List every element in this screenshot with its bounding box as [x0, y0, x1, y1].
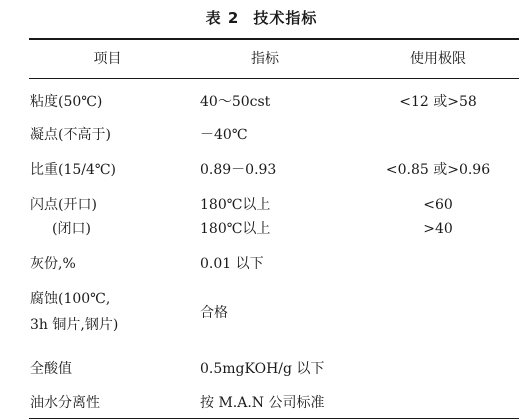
- row-density-value: 0.89－0.93: [200, 162, 277, 178]
- row-flash-closed-item: (闭口): [52, 221, 91, 237]
- row-separation-item: 油水分离性: [30, 395, 100, 411]
- row-ash-item: 灰份,%: [30, 256, 76, 272]
- header-item: 项目: [93, 51, 122, 67]
- row-flash-closed-limit: >40: [423, 221, 453, 237]
- row-corrosion-value: 合格: [200, 305, 228, 321]
- row-ash-value: 0.01 以下: [200, 256, 264, 272]
- row-flash-closed-value: 180℃以上: [200, 221, 271, 237]
- row-viscosity-item: 粘度(50℃): [30, 94, 103, 110]
- row-flash-open-limit: <60: [423, 197, 453, 213]
- row-corrosion-item: 腐蚀(100℃,: [30, 291, 111, 307]
- header-rule: [29, 78, 519, 79]
- table-number: 表 2: [205, 9, 240, 27]
- row-flash-open-value: 180℃以上: [200, 197, 271, 213]
- row-density-item: 比重(15/4℃): [30, 162, 117, 178]
- row-viscosity-limit: <12 或>58: [399, 94, 477, 110]
- row-corrosion-item-line2: 3h 铜片,钢片): [30, 317, 119, 333]
- row-flash-open-item: 闪点(开口): [30, 197, 97, 213]
- row-viscosity-value: 40～50cst: [200, 94, 271, 110]
- bottom-rule: [29, 418, 519, 419]
- table-title: [0, 7, 523, 28]
- row-acid-value-item: 全酸值: [30, 361, 72, 377]
- row-pour-point-item: 凝点(不高于): [30, 127, 111, 143]
- top-rule: [29, 38, 519, 40]
- row-acid-value-value: 0.5mgKOH/g 以下: [200, 361, 325, 377]
- row-separation-value: 按 M.A.N 公司标准: [200, 395, 325, 411]
- header-value: 指标: [251, 51, 279, 67]
- table-title-text: 技术指标: [253, 9, 318, 27]
- header-limit: 使用极限: [410, 51, 466, 67]
- row-pour-point-value: －40℃: [200, 127, 248, 143]
- row-density-limit: <0.85 或>0.96: [385, 162, 491, 178]
